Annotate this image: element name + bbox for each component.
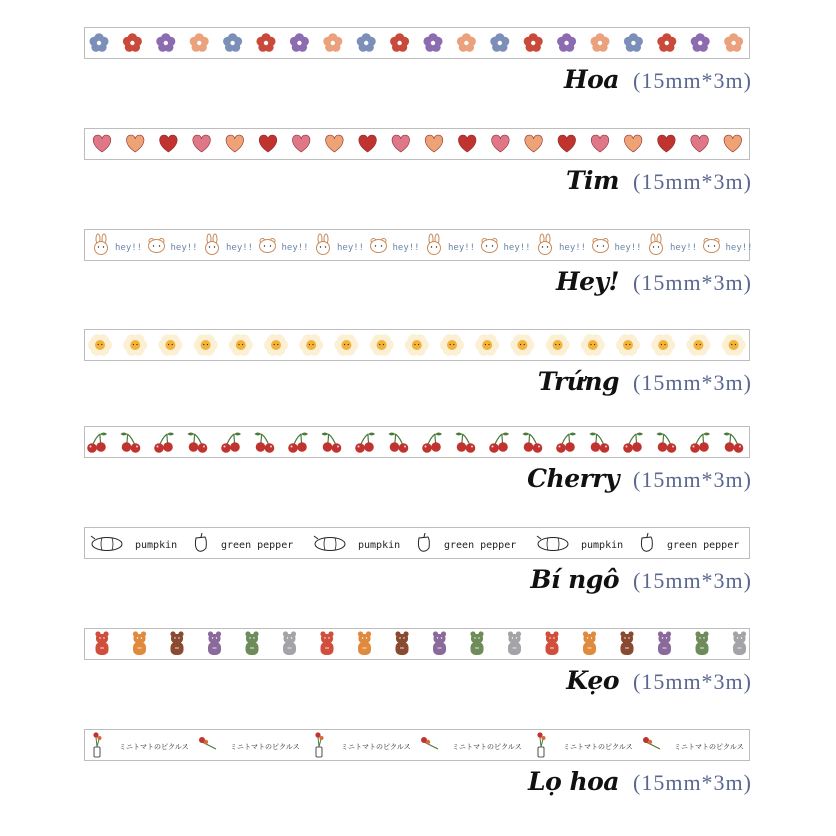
tape-strip (84, 426, 750, 458)
tape-row (0, 527, 836, 629)
bunny-icon (428, 234, 441, 255)
tape-pattern (85, 330, 749, 360)
gummy-bear-icon (733, 631, 746, 655)
tape-size: (15mm*3m) (633, 669, 752, 694)
pumpkin-text: pumpkin (135, 540, 178, 551)
hey-text: hey!! (281, 243, 309, 253)
tape-size: (15mm*3m) (633, 370, 752, 395)
cherry-icon (523, 433, 543, 453)
egg-icon (405, 334, 429, 356)
cherry-icon (623, 433, 643, 453)
egg-icon (686, 334, 710, 356)
hey-text: hey!! (614, 243, 642, 253)
egg-icon (370, 334, 394, 356)
heart-icon (591, 135, 609, 152)
tape-row (0, 27, 836, 129)
pickles-text: ミニトマトのピクルス (452, 743, 522, 751)
tape-caption (538, 367, 752, 401)
egg-icon (264, 334, 288, 356)
cherry-icon (456, 433, 476, 453)
hey-text: hey!! (226, 243, 254, 253)
flower-icon (524, 33, 543, 52)
cherry-icon (690, 433, 710, 453)
hey-text: hey!! (115, 243, 143, 253)
tape-name: Bí ngô (530, 565, 619, 594)
hey-text: hey!! (725, 243, 753, 253)
gummy-bear-icon (95, 631, 108, 655)
flower-icon (423, 33, 442, 52)
tape-row (0, 329, 836, 431)
gummy-bear-icon (170, 631, 183, 655)
flower-icon (691, 33, 710, 52)
cherry-icon (590, 433, 610, 453)
flower-icon (490, 33, 509, 52)
green-pepper-icon (641, 533, 652, 551)
vase-icon (537, 732, 545, 757)
egg-icon (581, 334, 605, 356)
flower-icon (590, 33, 609, 52)
tape-pattern (85, 528, 749, 558)
tape-strip (84, 628, 750, 660)
gummy-bear-icon (395, 631, 408, 655)
cherry-icon (657, 433, 677, 453)
heart-icon (359, 135, 377, 152)
cherry-icon (188, 433, 208, 453)
flower-icon (657, 33, 676, 52)
pumpkin-icon (91, 536, 122, 551)
heart-icon (193, 135, 211, 152)
tape-strip (84, 229, 753, 261)
hey-text: hey!! (392, 243, 420, 253)
cherry-icon (724, 433, 744, 453)
gummy-bear-icon (695, 631, 708, 655)
tape-size: (15mm*3m) (633, 270, 752, 295)
heart-icon (724, 135, 742, 152)
cherry-icon (87, 433, 107, 453)
flower-icon (123, 33, 142, 52)
gummy-bear-icon (358, 631, 371, 655)
egg-icon (299, 334, 323, 356)
gummy-bear-icon (583, 631, 596, 655)
heart-icon (558, 135, 576, 152)
heart-icon (492, 135, 510, 152)
heart-icon (691, 135, 709, 152)
cherry-icon (221, 433, 241, 453)
tape-strip (84, 329, 750, 361)
bear-face-icon (260, 239, 276, 253)
tape-size: (15mm*3m) (633, 770, 752, 795)
pickles-text: ミニトマトのピクルス (341, 743, 411, 751)
tape-size: (15mm*3m) (633, 68, 752, 93)
tape-name: Lọ hoa (527, 767, 619, 796)
bear-face-icon (482, 239, 498, 253)
bear-face-icon (593, 239, 609, 253)
tomato-sprig-icon (199, 737, 216, 749)
tape-size: (15mm*3m) (633, 169, 752, 194)
tape-caption (528, 767, 752, 801)
flower-icon (223, 33, 242, 52)
tape-size: (15mm*3m) (633, 467, 752, 492)
egg-icon (88, 334, 112, 356)
tape-row (0, 128, 836, 230)
tape-pattern (85, 28, 749, 58)
cherry-icon (154, 433, 174, 453)
tape-pattern (85, 129, 749, 159)
hey-text: hey!! (503, 243, 531, 253)
bunny-icon (95, 234, 108, 255)
pumpkin-icon (537, 536, 568, 551)
flower-icon (557, 33, 576, 52)
gummy-bear-icon (320, 631, 333, 655)
heart-icon (326, 135, 344, 152)
tape-caption (556, 267, 752, 301)
bunny-icon (206, 234, 219, 255)
heart-icon (525, 135, 543, 152)
tape-strip (84, 128, 750, 160)
green-pepper-text: green pepper (667, 540, 740, 551)
pumpkin-text: pumpkin (358, 540, 401, 551)
egg-icon (722, 334, 746, 356)
tape-caption (527, 464, 752, 498)
tape-row (0, 729, 836, 831)
hey-text: hey!! (670, 243, 698, 253)
flower-icon (156, 33, 175, 52)
egg-icon (440, 334, 464, 356)
cherry-icon (556, 433, 576, 453)
vase-icon (93, 732, 101, 757)
flower-icon (89, 33, 108, 52)
egg-icon (616, 334, 640, 356)
heart-icon (425, 135, 443, 152)
flower-icon (256, 33, 275, 52)
green-pepper-text: green pepper (444, 540, 517, 551)
egg-icon (546, 334, 570, 356)
pumpkin-icon (314, 536, 345, 551)
bear-face-icon (704, 239, 720, 253)
tape-name: Trứng (537, 367, 619, 396)
heart-icon (160, 135, 178, 152)
gummy-bear-icon (470, 631, 483, 655)
heart-icon (126, 135, 144, 152)
hey-text: hey!! (448, 243, 476, 253)
green-pepper-text: green pepper (221, 540, 294, 551)
flower-icon (624, 33, 643, 52)
gummy-bear-icon (545, 631, 558, 655)
cherry-icon (422, 433, 442, 453)
cherry-icon (255, 433, 275, 453)
hey-text: hey!! (337, 243, 365, 253)
heart-icon (658, 135, 676, 152)
gummy-bear-icon (620, 631, 633, 655)
egg-icon (123, 334, 147, 356)
heart-icon (226, 135, 244, 152)
flower-icon (724, 33, 743, 52)
tape-strip (84, 27, 750, 59)
tape-pattern (85, 730, 749, 760)
tape-name: Tim (565, 166, 619, 195)
bear-face-icon (371, 239, 387, 253)
tape-name: Cherry (527, 464, 619, 493)
tape-row (0, 628, 836, 730)
egg-icon (334, 334, 358, 356)
gummy-bear-icon (133, 631, 146, 655)
cherry-icon (288, 433, 308, 453)
heart-icon (624, 135, 642, 152)
flower-icon (190, 33, 209, 52)
egg-icon (475, 334, 499, 356)
flower-icon (390, 33, 409, 52)
egg-icon (194, 334, 218, 356)
tape-caption (566, 666, 752, 700)
tape-pattern (85, 230, 753, 260)
tape-caption (566, 166, 752, 200)
pumpkin-text: pumpkin (581, 540, 624, 551)
tape-row (0, 426, 836, 528)
green-pepper-icon (418, 533, 429, 551)
tape-caption (530, 565, 752, 599)
gummy-bear-icon (508, 631, 521, 655)
tape-pattern (85, 629, 749, 659)
egg-icon (158, 334, 182, 356)
hey-text: hey!! (559, 243, 587, 253)
bunny-icon (317, 234, 330, 255)
heart-icon (392, 135, 410, 152)
pickles-text: ミニトマトのピクルス (563, 743, 633, 751)
bear-face-icon (149, 239, 165, 253)
hey-text: hey!! (170, 243, 198, 253)
tape-pattern (85, 427, 749, 457)
gummy-bear-icon (658, 631, 671, 655)
pickles-text: ミニトマトのピクルス (119, 743, 189, 751)
gummy-bear-icon (208, 631, 221, 655)
gummy-bear-icon (245, 631, 258, 655)
cherry-icon (121, 433, 141, 453)
tomato-sprig-icon (421, 737, 438, 749)
flower-icon (290, 33, 309, 52)
vase-icon (315, 732, 323, 757)
tape-row (0, 229, 836, 331)
green-pepper-icon (195, 533, 206, 551)
heart-icon (458, 135, 476, 152)
heart-icon (259, 135, 277, 152)
gummy-bear-icon (283, 631, 296, 655)
tape-name: Hey! (555, 267, 619, 296)
tape-caption (564, 65, 752, 99)
flower-icon (457, 33, 476, 52)
tape-name: Kẹo (566, 666, 619, 695)
egg-icon (651, 334, 675, 356)
flower-icon (323, 33, 342, 52)
bunny-icon (650, 234, 663, 255)
cherry-icon (389, 433, 409, 453)
cherry-icon (355, 433, 375, 453)
gummy-bear-icon (433, 631, 446, 655)
tape-size: (15mm*3m) (633, 568, 752, 593)
bunny-icon (539, 234, 552, 255)
flower-icon (357, 33, 376, 52)
tape-strip (84, 729, 750, 761)
pickles-text: ミニトマトのピクルス (674, 743, 744, 751)
pickles-text: ミニトマトのピクルス (230, 743, 300, 751)
cherry-icon (322, 433, 342, 453)
tape-strip (84, 527, 750, 559)
tape-name: Hoa (564, 65, 619, 94)
heart-icon (93, 135, 111, 152)
egg-icon (510, 334, 534, 356)
tomato-sprig-icon (643, 737, 660, 749)
egg-icon (229, 334, 253, 356)
heart-icon (292, 135, 310, 152)
cherry-icon (489, 433, 509, 453)
